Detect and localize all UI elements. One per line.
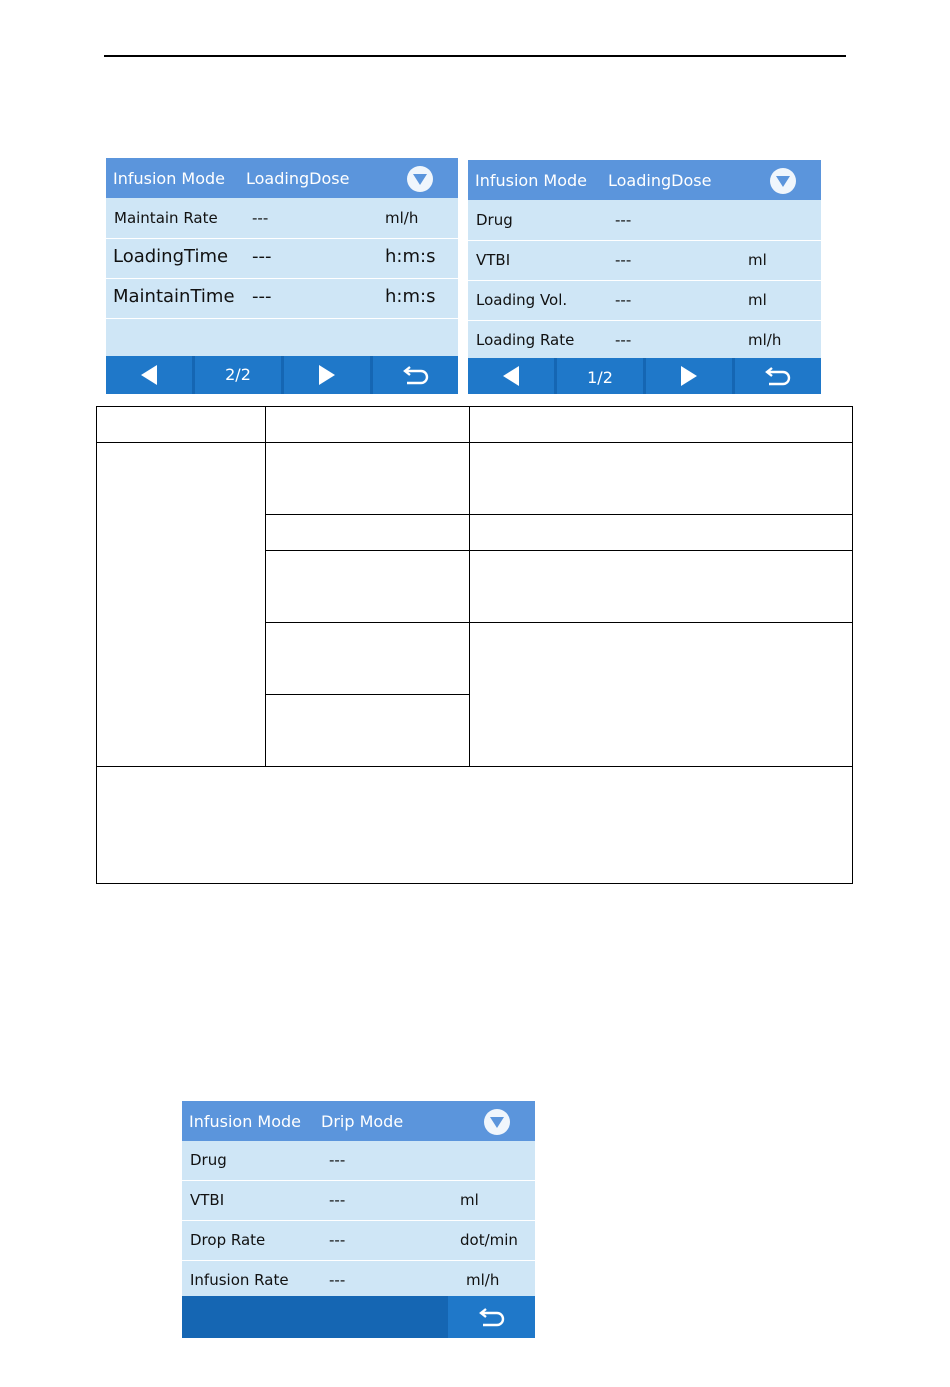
param-label: LoadingTime: [113, 246, 229, 267]
table-border: [96, 883, 853, 884]
param-row[interactable]: [106, 278, 458, 319]
table-border: [96, 406, 853, 407]
infusion-mode-label: Infusion Mode: [475, 171, 588, 190]
back-button[interactable]: [448, 1296, 535, 1338]
param-row[interactable]: [468, 280, 821, 321]
param-label: MaintainTime: [113, 286, 235, 307]
param-unit: ml/h: [385, 209, 419, 227]
param-unit: ml: [460, 1191, 479, 1209]
header-rule: [104, 55, 846, 57]
param-value: ---: [615, 331, 632, 349]
param-row[interactable]: [182, 1180, 535, 1221]
right-triangle-icon: [319, 365, 335, 385]
param-row[interactable]: [182, 1140, 535, 1181]
param-label: Loading Vol.: [476, 291, 568, 309]
param-label: VTBI: [476, 251, 511, 269]
param-unit: h:m:s: [385, 246, 436, 267]
param-row[interactable]: [468, 200, 821, 241]
param-label: Drug: [190, 1151, 227, 1169]
table-divider: [265, 406, 266, 766]
param-unit: h:m:s: [385, 286, 436, 307]
param-value: ---: [329, 1271, 346, 1289]
param-value: ---: [615, 211, 632, 229]
chevron-down-icon[interactable]: [407, 166, 433, 192]
param-unit: ml: [748, 291, 767, 309]
param-row[interactable]: [182, 1220, 535, 1261]
param-value: ---: [329, 1191, 346, 1209]
nav-bar: [106, 356, 458, 394]
param-label: Loading Rate: [476, 331, 575, 349]
chevron-down-icon[interactable]: [770, 168, 796, 194]
table-border: [96, 406, 97, 884]
nav-bar: [182, 1296, 535, 1338]
infusion-mode-label: Infusion Mode: [189, 1112, 302, 1131]
table-divider: [265, 514, 853, 515]
infusion-mode-label: Infusion Mode: [113, 169, 226, 188]
screen-loading-dose-page2: [106, 158, 458, 394]
infusion-mode-value: LoadingDose: [246, 169, 350, 188]
back-button[interactable]: [373, 356, 458, 394]
param-label: Drug: [476, 211, 513, 229]
param-label: Drop Rate: [190, 1231, 266, 1249]
param-row[interactable]: [182, 1260, 535, 1300]
param-row[interactable]: [468, 320, 821, 360]
left-triangle-icon: [503, 366, 519, 386]
next-page-button[interactable]: [284, 356, 370, 394]
param-value: ---: [615, 251, 632, 269]
table-divider: [265, 550, 853, 551]
back-button[interactable]: [735, 358, 821, 394]
prev-page-button[interactable]: [468, 358, 554, 394]
table-divider: [265, 622, 853, 623]
prev-page-button[interactable]: [106, 356, 192, 394]
return-arrow-icon: [765, 366, 791, 386]
page-indicator: [195, 356, 281, 394]
left-triangle-icon: [141, 365, 157, 385]
param-label: VTBI: [190, 1191, 225, 1209]
table-divider: [96, 766, 853, 767]
mode-header[interactable]: [106, 158, 458, 198]
param-unit: ml/h: [748, 331, 782, 349]
page-indicator: [557, 358, 643, 394]
param-label: Infusion Rate: [190, 1271, 289, 1289]
param-value: ---: [252, 286, 272, 307]
screen-loading-dose-page1: [468, 160, 821, 394]
mode-header[interactable]: [468, 160, 821, 200]
param-value: ---: [615, 291, 632, 309]
mode-header[interactable]: [182, 1101, 535, 1141]
return-arrow-icon: [479, 1307, 505, 1327]
page-number: 1/2: [587, 368, 613, 387]
return-arrow-icon: [403, 365, 429, 385]
right-triangle-icon: [681, 366, 697, 386]
param-label: Maintain Rate: [114, 209, 218, 227]
table-divider: [265, 694, 470, 695]
nav-bar: [468, 358, 821, 394]
param-row[interactable]: [106, 198, 458, 239]
param-unit: ml: [748, 251, 767, 269]
param-row[interactable]: [468, 240, 821, 281]
param-value: ---: [329, 1151, 346, 1169]
param-value: ---: [252, 246, 272, 267]
chevron-down-icon[interactable]: [484, 1109, 510, 1135]
param-value: ---: [329, 1231, 346, 1249]
next-page-button[interactable]: [646, 358, 732, 394]
table-divider: [469, 406, 470, 766]
param-row[interactable]: [106, 238, 458, 279]
table-divider: [96, 442, 853, 443]
infusion-mode-value: LoadingDose: [608, 171, 712, 190]
screen-drip-mode: [182, 1101, 535, 1338]
param-value: ---: [252, 209, 269, 227]
page-number: 2/2: [225, 365, 251, 384]
table-border: [852, 406, 853, 884]
param-unit: dot/min: [460, 1231, 518, 1249]
param-unit: ml/h: [466, 1271, 500, 1289]
infusion-mode-value: Drip Mode: [321, 1112, 404, 1131]
